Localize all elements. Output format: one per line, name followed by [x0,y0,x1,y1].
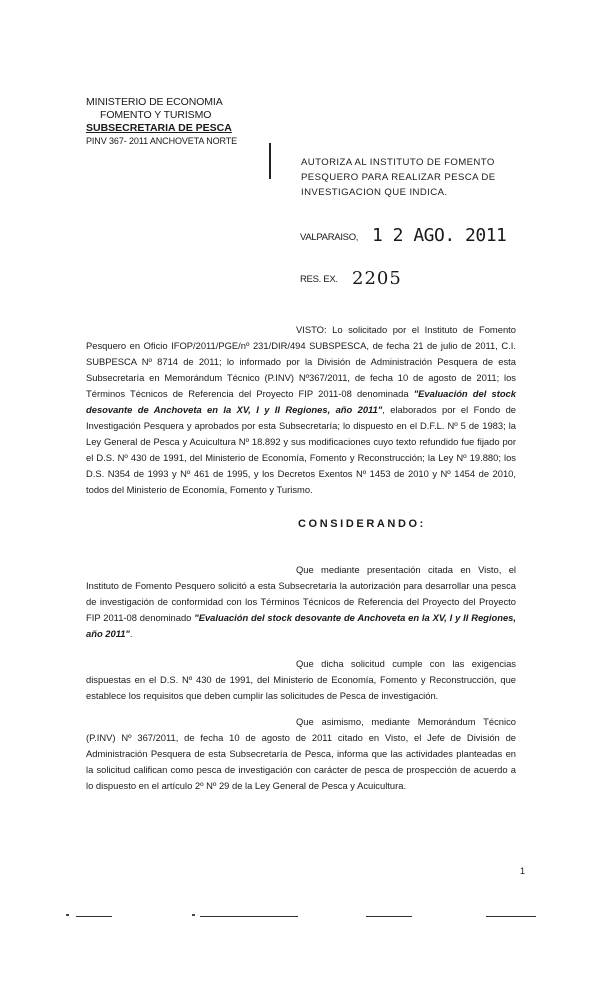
considerando-heading: CONSIDERANDO: [298,518,426,530]
margin-dot [192,914,195,916]
margin-mark [269,143,271,179]
initial-line [486,916,536,917]
resolution-number: 2205 [352,268,402,289]
considerando-2-text: dispuestas en el D.S. Nº 430 de 1991, del Ministerio de Economía, Fomento y Reconstrucción, que establece los requisitos que deben cumplir las solicitudes de Pesca de investigación. [86,674,516,701]
considerando-paragraph-1 [86,562,516,642]
visto-project-title: "Evaluación del stock desovante de Anchoveta en la XV, I y II Regiones, año 2011" [86,388,516,415]
ministry-line-2: FOMENTO Y TURISMO [100,109,212,121]
ministry-line-1: MINISTERIO DE ECONOMIA [86,96,223,108]
page-mark: 1 [520,866,526,876]
considerando-1-project-title: "Evaluación del stock desovante de Anchoveta en la XV, I y II Regiones, año 2011" [86,612,517,639]
considerando-1-text-2: . [129,628,133,639]
considerando-3-text: (P.INV) Nº 367/2011, de fecha 10 de agosto de 2011 citado en Visto, el Jefe de División de Administración Pesquera de esta Subsecretaría de Pesca, informa que las actividades planteadas en la solicitud califican como pesca de investigación con carácter de pesca de prospección de acuerdo a lo dispuesto en el artículo 2º Nº 29 de la Ley General de Pesca y Acuicultura. [86,732,516,791]
considerando-1-lead: Que mediante presentación citada en Visto, el [296,564,516,575]
initial-line [76,916,112,917]
initial-line [366,916,412,917]
visto-lead: VISTO: [296,324,327,335]
visto-text-2: , elaborados por el Fondo de Investigación Pesquera y aprobados por esta Subsecretaría; lo dispuesto en el D.F.L. Nº 5 de 1983; la Ley General de Pesca y Acuicultura Nº 18.892 y sus modificaciones cuyo texto refundido fue fijado por el D.S. Nº 430 de 1991, del Ministerio de Economía, Fomento y Reconstrucción; la Ley Nº 19.880; los D.S. N354 de 1993 y Nº 461 de 1995, y los Decretos Exentos Nº 1453 de 2010 y Nº 1454 de 2010, todos del Ministerio de Economía, Fomento y Turismo. [86,404,517,495]
margin-dot [66,914,69,916]
resolution-label: RES. EX. [300,274,338,285]
considerando-1-text-1: Instituto de Fomento Pesquero solicitó a esta Subsecretaría la autorización para desarrollar una pesca de investigación de conformidad con los Términos Técnicos de Referencia del Proyecto del Proyecto FIP 2011-08 denominado [86,580,516,623]
subsecretaria-line: SUBSECRETARIA DE PESCA [86,122,232,134]
visto-text-1: Lo solicitado por el Instituto de Fomento Pesquero en Oficio IFOP/2011/PGE/nº 231/DIR/494 SUBSPESCA, de fecha 21 de julio de 2011, C.I. SUBPESCA Nº 8714 de 2011; lo informado por la División de Administración Pesquera de esta Subsecretaría en Memorándum Técnico (P.INV) Nº367/2011, de fecha 10 de agosto de 2011; los Términos Técnicos de Referencia del Proyecto FIP 2011-08 denominada [86,324,516,399]
subject-block: AUTORIZA AL INSTITUTO DE FOMENTO PESQUERO PARA REALIZAR PESCA DE INVESTIGACION QUE INDICA. [301,157,496,198]
initial-line [200,916,298,917]
considerando-3-lead: Que asimismo, mediante Memorándum Técnico [296,716,516,727]
considerando-paragraph-3 [86,714,516,794]
date-stamp: 1 2 AGO. 2011 [372,225,507,246]
reference-code: PINV 367- 2011 ANCHOVETA NORTE [86,136,238,146]
considerando-paragraph-2 [86,656,516,704]
considerando-2-lead: Que dicha solicitud cumple con las exigencias [296,658,516,669]
visto-paragraph [86,322,516,498]
place-label: VALPARAISO, [300,232,359,243]
letterhead [86,96,237,148]
